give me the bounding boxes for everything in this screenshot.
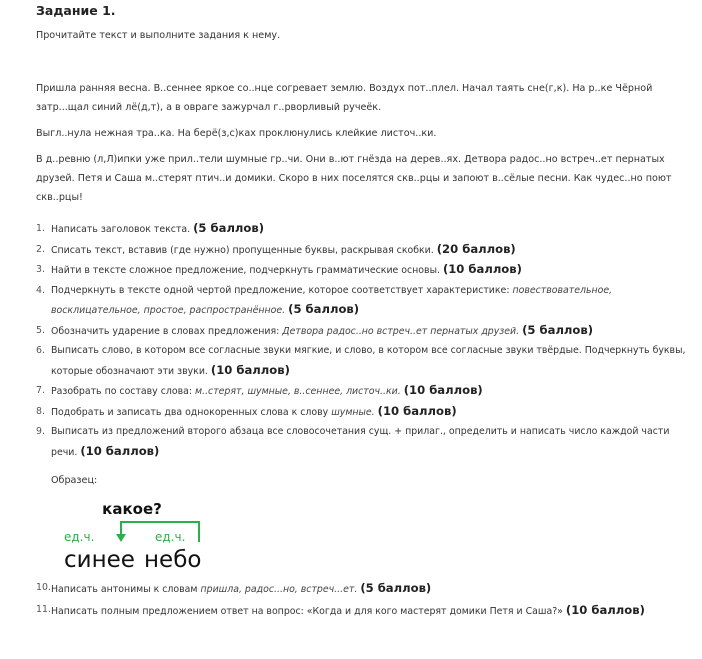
- task-list-continued: [36, 578, 686, 622]
- paragraph-3: В д..ревню (л,Л)ипки уже прил..тели шумные гр..чи. Они в..ют гнёзда на дерев..ях. Детвора радос..но встреч..ет пернатых друзей. Петя и Саша м..стерят птич..и домики. Скоро в них поселятся скв..рцы и запоют в..сёлые песни. Как чудес..но поют скв..рцы!: [36, 154, 672, 203]
- task-number: 2.: [36, 243, 45, 255]
- task-number: 3.: [36, 264, 45, 275]
- task-points: (10 баллов): [210, 362, 290, 377]
- task-points: (10 баллов): [377, 403, 457, 418]
- task-points: (5 баллов): [360, 581, 432, 595]
- paragraph-1: Пришла ранняя весна. В..сеннее яркое со..нце согревает землю. Воздух пот..плел. Начал таять сне(г,к). На р..ке Чёрной затр...щал синий лё(д,т), а в овраге зажурчал г..рворливый ручеёк.: [36, 83, 653, 113]
- task-text: Обозначить ударение в словах предложения:: [51, 325, 280, 337]
- sample-label: Образец:: [51, 475, 98, 486]
- task-text: Написать полным предложением ответ на вопрос: «Когда и для кого мастерят домики Петя и Саша?»: [51, 606, 563, 617]
- task-number: 9.: [36, 426, 45, 437]
- task-points: (10 баллов): [80, 443, 160, 458]
- paragraph-2: Выгл..нула нежная тра..ка. На берё(з,с)ках проклюнулись клейкие листоч..ки.: [36, 128, 437, 139]
- task-item: [36, 281, 686, 321]
- task-title: Задание 1.: [36, 3, 116, 18]
- task-points: (5 баллов): [193, 221, 265, 235]
- task-italic: м..стерят, шумные, в..сеннее, листоч..ки.: [195, 386, 401, 397]
- task-text: Написать антонимы к словам: [51, 584, 198, 595]
- task-italic: пришла, радос...но, встреч...ет.: [200, 584, 358, 595]
- task-item: [36, 219, 686, 240]
- task-number: 10.: [36, 582, 51, 593]
- sample-word-adjective: синее: [64, 547, 135, 572]
- task-points: (5 баллов): [288, 302, 360, 316]
- task-italic: повествовательное, восклицательное, простое, распространённое.: [51, 284, 613, 316]
- arrow-head-icon: [116, 534, 126, 542]
- task-number: 8.: [36, 405, 45, 417]
- task-text: Написать заголовок текста.: [51, 224, 191, 235]
- task-item: [36, 600, 686, 622]
- sample-word-noun: небо: [144, 547, 202, 572]
- task-number: 11.: [36, 604, 51, 615]
- task-text: Выписать из предложений второго абзаца все словосочетания сущ. + прилаг., определить и написать число каждой части речи.: [51, 426, 670, 458]
- task-number: 7.: [36, 385, 45, 396]
- sample-diagram: [60, 496, 210, 572]
- task-text: Разобрать по составу слова:: [51, 386, 193, 397]
- task-list: [36, 219, 686, 462]
- sample-question: какое?: [102, 500, 162, 518]
- task-italic: Детвора радос..но встреч..ет пернатых друзей.: [282, 325, 520, 337]
- task-points: (5 баллов): [522, 322, 594, 337]
- task-text: Подобрать и записать два однокоренных слова к слову: [51, 406, 329, 418]
- task-text: Списать текст, вставив (где нужно) пропущенные буквы, раскрывая скобки.: [51, 244, 434, 256]
- task-item: [36, 341, 686, 381]
- task-item: [36, 578, 686, 600]
- intro-text: Прочитайте текст и выполните задания к нему.: [36, 30, 281, 41]
- task-item: [36, 422, 686, 462]
- task-number: 4.: [36, 284, 45, 296]
- task-italic: шумные.: [331, 406, 375, 418]
- task-points: (10 баллов): [403, 383, 483, 397]
- task-text: Выписать слово, в котором все согласные звуки мягкие, и слово, в котором все согласные звуки твёрдые. Подчеркнуть буквы, которые обозначают эти звуки.: [51, 345, 686, 377]
- task-number: 5.: [36, 324, 45, 336]
- task-text: Подчеркнуть в тексте одной чертой предложение, которое соответствует характеристике:: [51, 284, 510, 296]
- task-points: (10 баллов): [442, 262, 522, 276]
- task-item: [36, 402, 686, 423]
- task-number: 6.: [36, 345, 45, 356]
- task-points: (10 баллов): [565, 603, 645, 617]
- task-points: (20 баллов): [436, 241, 516, 256]
- task-number: 1.: [36, 223, 45, 234]
- task-item: [36, 321, 686, 342]
- task-item: [36, 240, 686, 261]
- task-item: [36, 381, 686, 402]
- tag-singular-1: ед.ч.: [64, 530, 95, 544]
- task-item: [36, 260, 686, 281]
- tag-singular-2: ед.ч.: [155, 530, 186, 544]
- task-text: Найти в тексте сложное предложение, подчеркнуть грамматические основы.: [51, 265, 440, 276]
